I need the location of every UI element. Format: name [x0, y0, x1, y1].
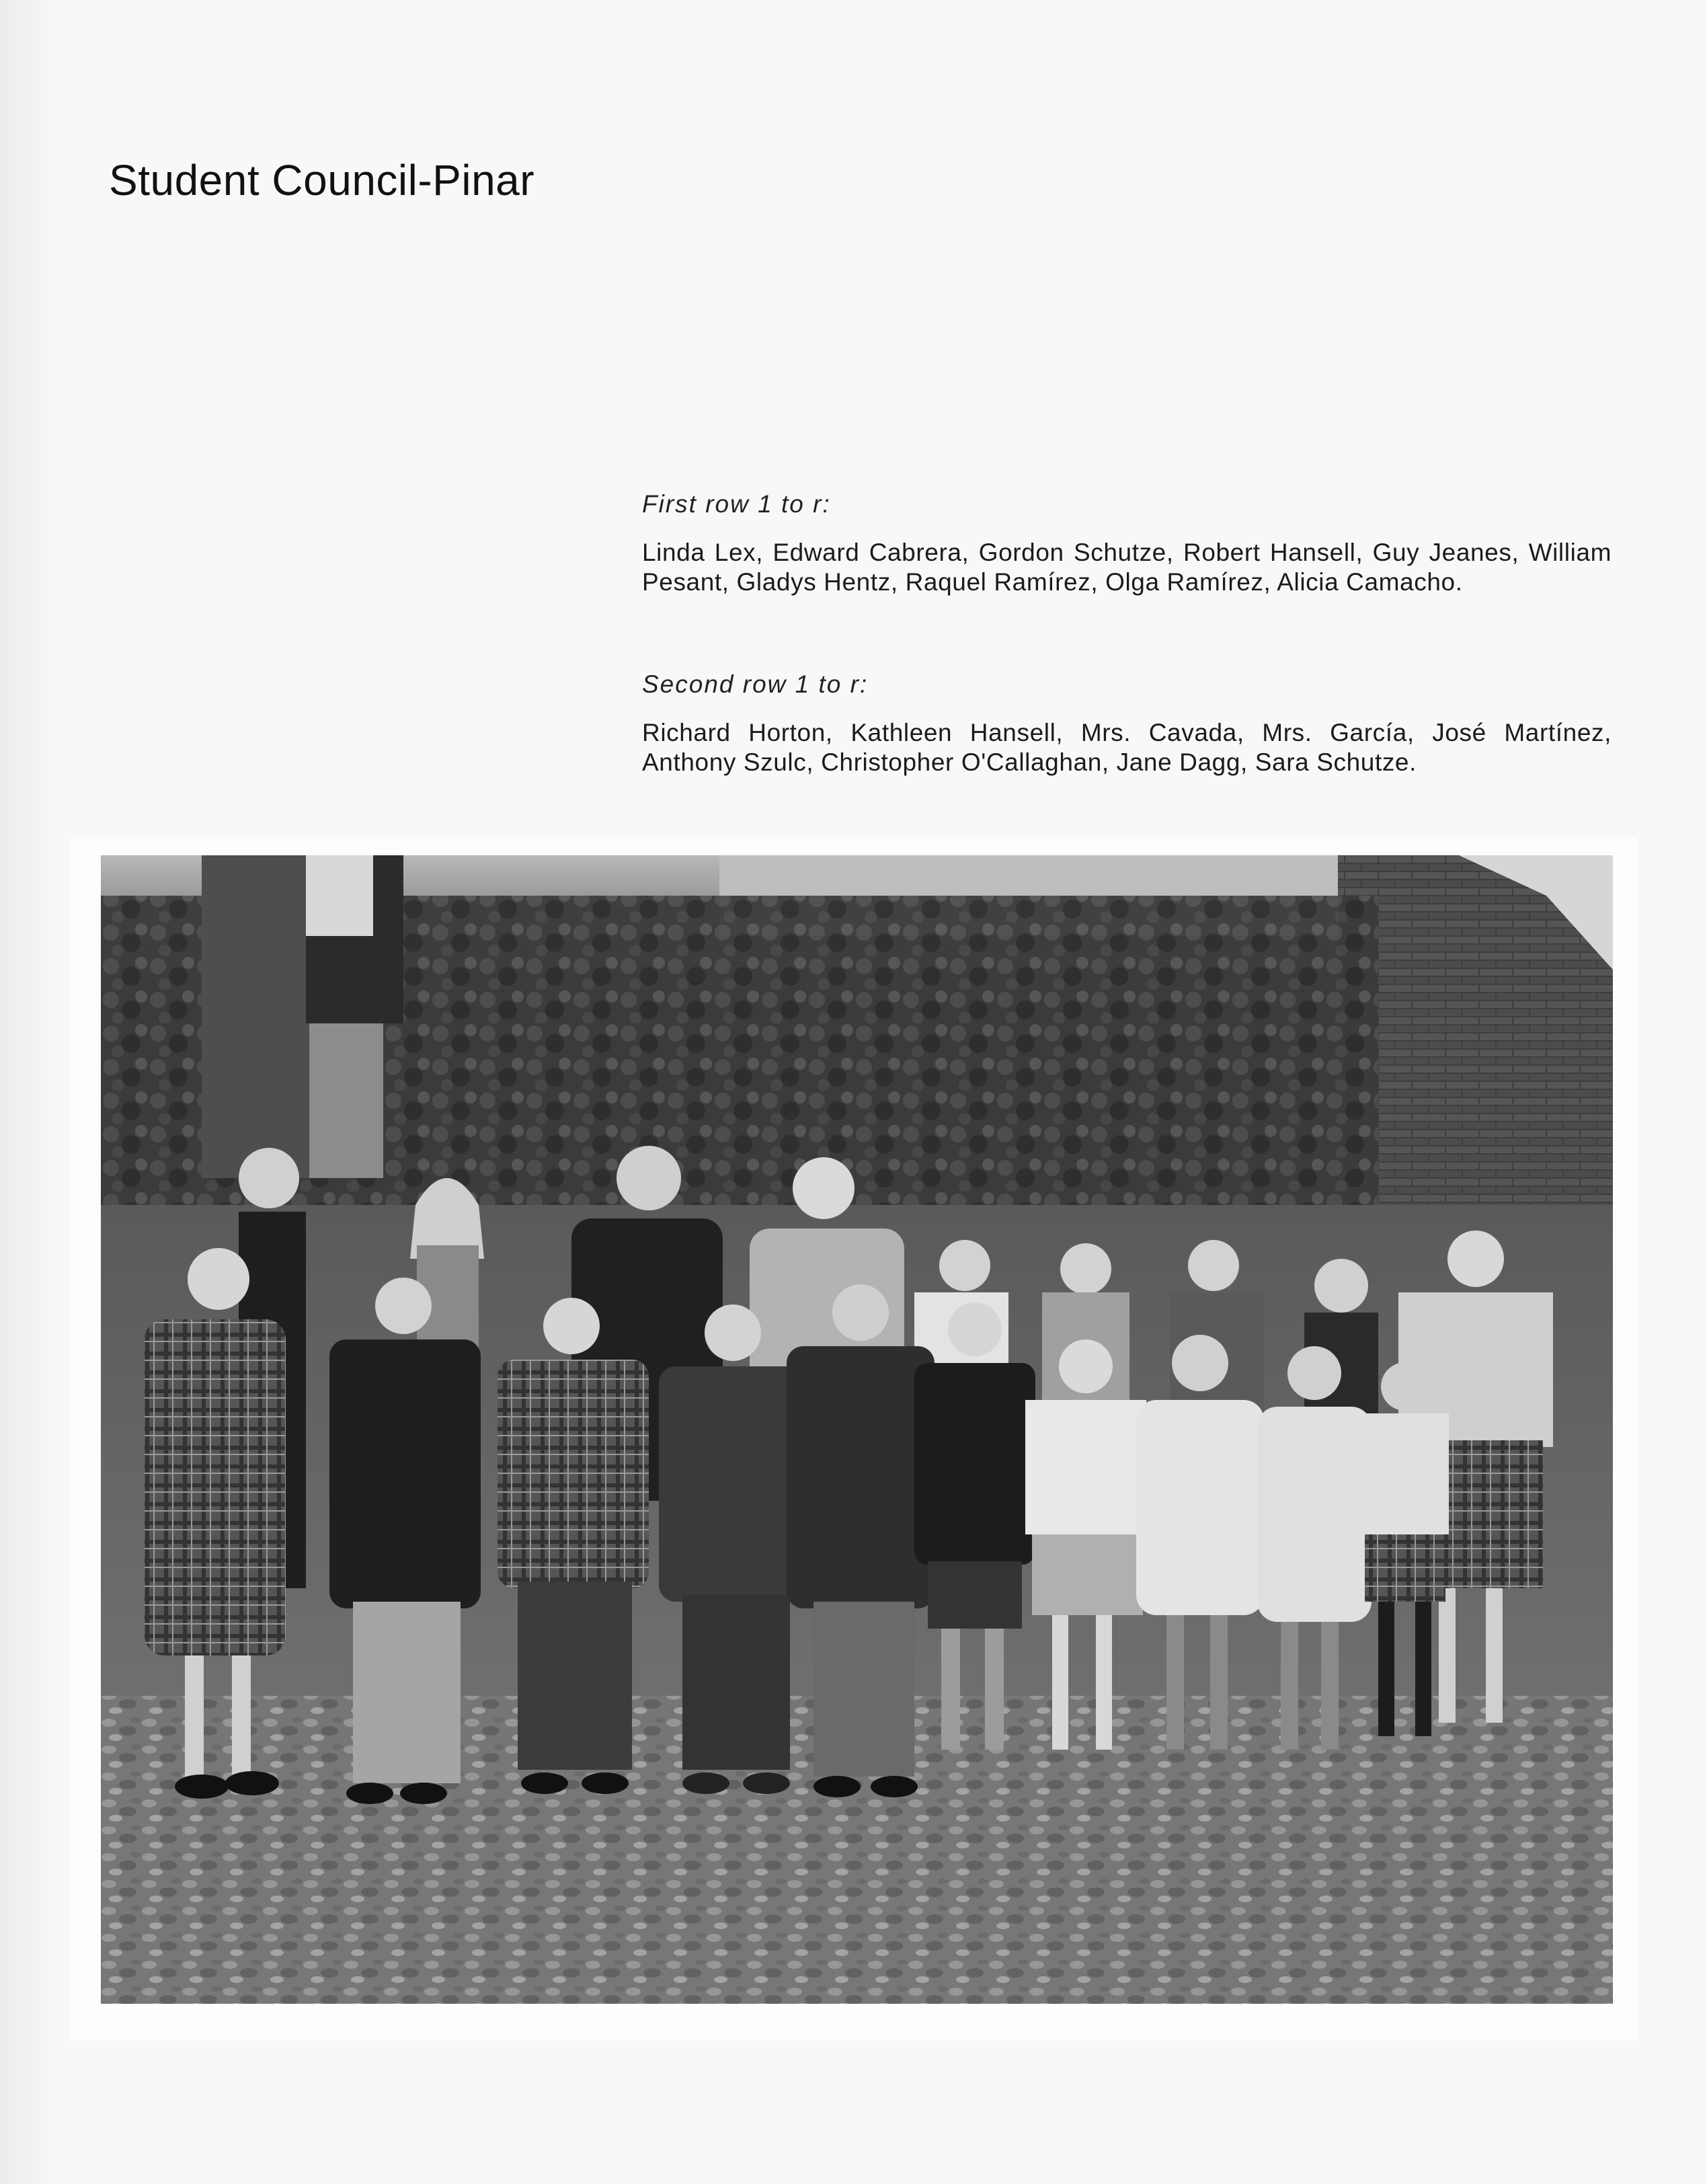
first-row-heading: First row 1 to r: — [642, 490, 831, 518]
group-photo — [101, 855, 1613, 2004]
group-photo-illustration — [101, 855, 1613, 2004]
caption-second-row — [642, 670, 1612, 777]
first-row-names: Linda Lex, Edward Cabrera, Gordon Schutze, Robert Hansell, Guy Jeanes, William Pesant, Gladys Hentz, Raquel Ramírez, Olga Ramírez, Alicia Camacho. — [642, 539, 1612, 596]
caption-first-row — [642, 490, 1612, 597]
second-row-names: Richard Horton, Kathleen Hansell, Mrs. Cavada, Mrs. García, José Martínez, Anthony Szulc, Christopher O'Callaghan, Jane Dagg, Sara Schutze. — [642, 719, 1612, 776]
second-row-heading: Second row 1 to r: — [642, 670, 869, 698]
page-title: Student Council-Pinar — [109, 155, 535, 204]
page-edge-shadow — [0, 0, 61, 2184]
